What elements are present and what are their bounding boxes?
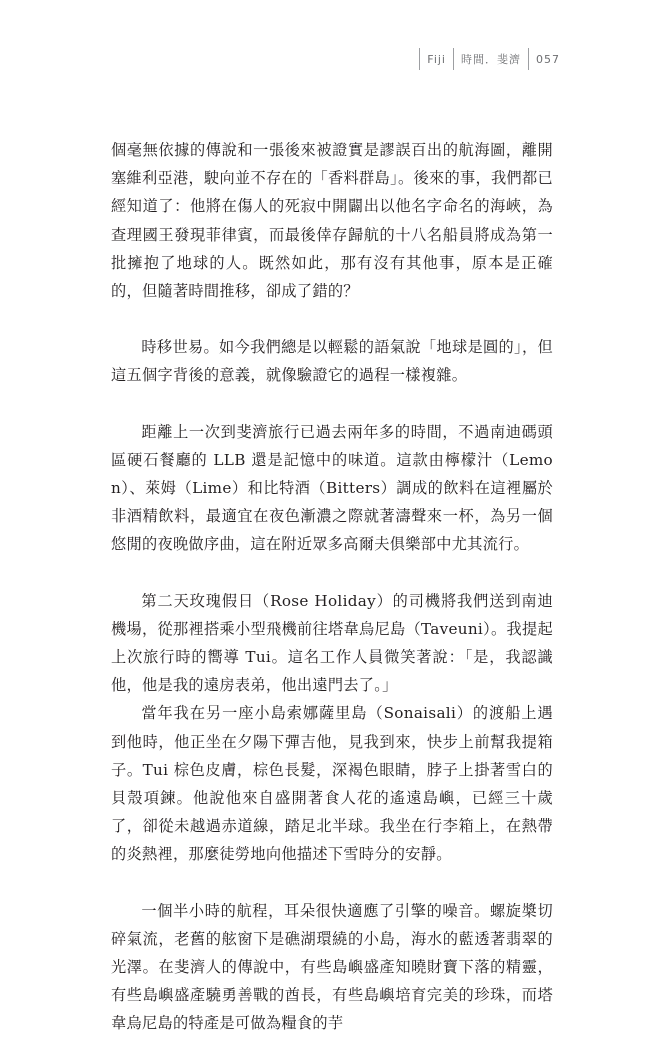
paragraph-continued: 個毫無依據的傳說和一張後來被證實是謬誤百出的航海圖，離開塞維利亞港，駛向並不存在的「香料群島」。後來的事，我們都已經知道了：他將在傷人的死寂中開闢出以他名字命名的海峽，為查理國王發現菲律賓，而最後倖存歸航的十八名船員將成為第一批擁抱了地球的人。既然如此，那有沒有其他事，原本是正確的，但隨著時間推移，卻成了錯的？ <box>111 141 553 301</box>
paragraph: 一個半小時的航程，耳朵很快適應了引擎的噪音。螺旋槳切碎氣流，老舊的舷窗下是礁湖環繞的小島，海水的藍透著翡翠的光澤。在斐濟人的傳說中，有些島嶼盛產知曉財寶下落的精靈，有些島嶼盛產驍勇善戰的酋長，有些島嶼培育完美的珍珠，而塔韋烏尼島的特產是可做為糧食的芋 <box>111 901 553 1033</box>
paragraph: 距離上一次到斐濟旅行已過去兩年多的時間，不過南迪碼頭區硬石餐廳的 LLB 還是記憶中的味道。這款由檸檬汁（Lemon）、萊姆（Lime）和比特酒（Bitters）調成的飲料在這裡屬於非酒精飲料，最適宜在夜色漸濃之際就著濤聲來一杯，為另一個悠閒的夜晚做序曲，這在附近眾多高爾夫俱樂部中尤其流行。 <box>111 422 553 554</box>
paragraph: 時移世易。如今我們總是以輕鬆的語氣說「地球是圓的」，但這五個字背後的意義，就像驗證它的過程一樣複雜。 <box>111 338 553 385</box>
page-number: 057 <box>536 52 560 66</box>
paragraph: 第二天玫瑰假日（Rose Holiday）的司機將我們送到南迪機場，從那裡搭乘小型飛機前往塔韋烏尼島（Taveuni）。我提起上次旅行時的嚮導 Tui。這名工作人員微笑著說：「是，我認識他，他是我的遠房表弟，他出遠門去了。」 <box>111 591 553 695</box>
header-divider <box>453 48 454 70</box>
running-head-chapter: 時間．斐濟 <box>461 53 521 66</box>
header-divider <box>419 48 420 70</box>
running-head-book: Fiji <box>427 52 446 66</box>
running-head <box>412 48 560 70</box>
body-text <box>111 136 553 1038</box>
paragraph: 當年我在另一座小島索娜薩里島（Sonaisali）的渡船上遇到他時，他正坐在夕陽下彈吉他，見我到來，快步上前幫我提箱子。Tui 棕色皮膚，棕色長髮，深褐色眼睛，脖子上掛著雪白的貝殼項鍊。他說他來自盛開著食人花的遙遠島嶼，已經三十歲了，卻從未越過赤道線，踏足北半球。我坐在行李箱上，在熱帶的炎熱裡，那麼徒勞地向他描述下雪時分的安靜。 <box>111 704 553 864</box>
header-divider <box>528 48 529 70</box>
